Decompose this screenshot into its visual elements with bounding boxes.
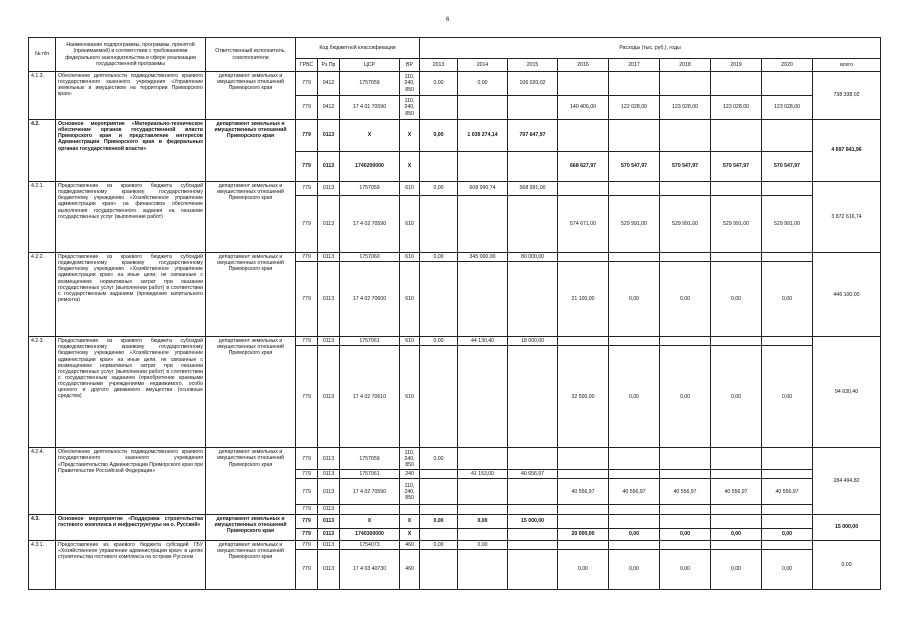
row-executor: департамент земельных и имущественных отношений Приморского края (206, 72, 296, 120)
cell-2020 (762, 182, 813, 196)
cell-2017 (609, 120, 660, 152)
header-name: Наименование подпрограммы, программы, принятой (принимаемой) в соответствии с требованиями федерального законодательства в сфере реализации государственной программы (56, 38, 206, 72)
cell-2016 (558, 182, 609, 196)
cell-2013 (420, 96, 458, 120)
cell-2016: 21 100,00 (558, 262, 609, 337)
row-name: Обеспечение деятельности подведомственного краевого государственного казенного учреждения «Управление земельных и имуществом на территории Приморского края» (56, 72, 206, 120)
cell-2015: 80 000,00 (508, 253, 558, 262)
cell-vr (400, 505, 420, 514)
cell-csr (340, 505, 400, 514)
cell-csr: 1740200000 (340, 152, 400, 182)
cell-2018: 0,00 (660, 549, 711, 589)
cell-rzpr: 0113 (318, 262, 340, 337)
cell-2015 (508, 152, 558, 182)
header-rzpr: Рз Пр (318, 59, 340, 72)
row-num: 4.3. (29, 514, 56, 540)
cell-2018: 570 547,97 (660, 152, 711, 182)
cell-2013 (420, 196, 458, 253)
cell-grbs: 779 (296, 196, 318, 253)
cell-2018: 529 991,00 (660, 196, 711, 253)
cell-rzpr: 0113 (318, 253, 340, 262)
cell-rzpr: 0113 (318, 514, 340, 528)
cell-grbs: 779 (296, 528, 318, 540)
cell-csr: 17 4 02 70610 (340, 346, 400, 448)
cell-grbs: 779 (296, 120, 318, 152)
cell-2018 (660, 470, 711, 479)
cell-vr: 110, 240, 850 (400, 479, 420, 505)
cell-total: 3 872 616,74 (813, 182, 881, 253)
cell-2013: 0,00 (420, 120, 458, 152)
cell-2014: 1 039 274,14 (458, 120, 508, 152)
cell-2019: 529 991,00 (711, 196, 762, 253)
cell-2020 (762, 337, 813, 346)
row-name: Предоставление из краевого бюджета субсидий подведомственному краевому государственному бюджетному учреждению «Хозяйственное управление администрации края» на иные цели, не связанные с возмещением нормативных затрат при оказании государственных услуг (выполнении работ) в соответствии с государственным заданием (приобретение краевыми государственными учреждениями недвижимого, особо ценного и другого движимого имущества (основные средства) (56, 337, 206, 448)
header-executor: Ответственный исполнитель, соисполнители (206, 38, 296, 72)
cell-2014: 345 000,00 (458, 253, 508, 262)
header-total: всего (813, 59, 881, 72)
row-num: 4.2.4. (29, 448, 56, 514)
cell-2019: 0,00 (711, 346, 762, 448)
header-csr: ЦСР (340, 59, 400, 72)
cell-2016: 574 671,00 (558, 196, 609, 253)
cell-grbs: 779 (296, 479, 318, 505)
cell-2016 (558, 253, 609, 262)
header-2015: 2015 (508, 59, 558, 72)
cell-total: 4 697 841,96 (813, 120, 881, 182)
cell-2018 (660, 72, 711, 96)
header-2020: 2020 (762, 59, 813, 72)
cell-2019: 570 547,97 (711, 152, 762, 182)
cell-rzpr: 0113 (318, 337, 340, 346)
cell-2014: 41 153,00 (458, 470, 508, 479)
cell-2015 (508, 549, 558, 589)
cell-vr: 110, 240, 850 (400, 448, 420, 470)
cell-2019: 0,00 (711, 549, 762, 589)
row-num: 4.2.3. (29, 337, 56, 448)
header-2018: 2018 (660, 59, 711, 72)
cell-2015 (508, 196, 558, 253)
cell-2018: 40 556,97 (660, 479, 711, 505)
cell-2015 (508, 346, 558, 448)
cell-2016: 20 000,00 (558, 528, 609, 540)
cell-2020 (762, 470, 813, 479)
cell-2014: 44 130,40 (458, 337, 508, 346)
cell-2019 (711, 470, 762, 479)
cell-2013 (420, 505, 458, 514)
cell-vr: 610 (400, 253, 420, 262)
cell-2020: 529 991,00 (762, 196, 813, 253)
cell-vr: X (400, 152, 420, 182)
cell-rzpr: 0113 (318, 470, 340, 479)
cell-total: 738 338,02 (813, 72, 881, 120)
header-expenses: Расходы (тыс. руб.), годы (420, 38, 881, 59)
expenses-table (28, 37, 881, 590)
table-row (29, 120, 881, 152)
cell-2020: 570 547,97 (762, 152, 813, 182)
cell-grbs: 779 (296, 72, 318, 96)
cell-2015 (508, 528, 558, 540)
cell-2014: 0,00 (458, 514, 508, 528)
cell-2018: 123 028,00 (660, 96, 711, 120)
cell-2018 (660, 182, 711, 196)
cell-2014 (458, 262, 508, 337)
cell-2020: 0,00 (762, 262, 813, 337)
cell-2016 (558, 540, 609, 549)
cell-grbs: 779 (296, 262, 318, 337)
cell-csr: 1757060 (340, 253, 400, 262)
cell-2017: 0,00 (609, 346, 660, 448)
cell-2017 (609, 470, 660, 479)
cell-rzpr: 0113 (318, 540, 340, 549)
header-grbs: ГРБС (296, 59, 318, 72)
cell-2019 (711, 540, 762, 549)
cell-2015 (508, 262, 558, 337)
cell-vr: 240 (400, 470, 420, 479)
cell-2013: 0,00 (420, 514, 458, 528)
cell-2020: 0,00 (762, 549, 813, 589)
cell-2019 (711, 72, 762, 96)
page-number: 6 (446, 17, 450, 23)
cell-rzpr: 0412 (318, 96, 340, 120)
cell-rzpr: 0113 (318, 448, 340, 470)
cell-vr: 610 (400, 182, 420, 196)
cell-2014: 0,00 (458, 72, 508, 96)
cell-2018 (660, 120, 711, 152)
cell-2017: 0,00 (609, 528, 660, 540)
row-num: 4.2.1. (29, 182, 56, 253)
cell-2019 (711, 514, 762, 528)
cell-total: 284 494,82 (813, 448, 881, 514)
cell-2013 (420, 262, 458, 337)
cell-csr: 17 4 02 70600 (340, 262, 400, 337)
cell-grbs: 779 (296, 448, 318, 470)
row-num: 4.3.1. (29, 540, 56, 589)
cell-csr: 1757059 (340, 448, 400, 470)
cell-2017: 570 547,97 (609, 152, 660, 182)
cell-2014 (458, 448, 508, 470)
cell-vr: 460 (400, 540, 420, 549)
header-2014: 2014 (458, 59, 508, 72)
cell-grbs: 779 (296, 540, 318, 549)
cell-csr: 17 4 02 70590 (340, 479, 400, 505)
cell-2013: 0,00 (420, 72, 458, 96)
cell-2019: 40 556,97 (711, 479, 762, 505)
cell-csr: 17 4 02 70590 (340, 196, 400, 253)
cell-2017 (609, 72, 660, 96)
cell-total: 15 000,00 (813, 514, 881, 540)
cell-vr: 110, 240, 850 (400, 72, 420, 96)
cell-rzpr: 0113 (318, 479, 340, 505)
header-2017: 2017 (609, 59, 660, 72)
cell-2016 (558, 470, 609, 479)
cell-2019 (711, 120, 762, 152)
cell-2013 (420, 479, 458, 505)
cell-rzpr: 0113 (318, 505, 340, 514)
cell-2015 (508, 505, 558, 514)
cell-csr: 17 4 03 40730 (340, 549, 400, 589)
cell-csr: 1754073 (340, 540, 400, 549)
cell-2013 (420, 152, 458, 182)
cell-2017: 529 991,00 (609, 196, 660, 253)
cell-2018 (660, 505, 711, 514)
cell-2016: 668 627,97 (558, 152, 609, 182)
cell-csr: X (340, 514, 400, 528)
cell-2015 (508, 448, 558, 470)
cell-2015: 15 000,00 (508, 514, 558, 528)
cell-2020 (762, 72, 813, 96)
row-name: Основное мероприятие «Материально-техническое обеспечение органов государственной власти Приморского края и представление интересов Администрации Приморского края в федеральных органах государственной власти» (56, 120, 206, 182)
cell-2019 (711, 505, 762, 514)
cell-2020 (762, 540, 813, 549)
row-name: Обеспечение деятельности подведомственного краевого государственного казенного учреждения «Представительство Администрации Приморского края при Правительстве Российской Федерации» (56, 448, 206, 514)
header-2019: 2019 (711, 59, 762, 72)
cell-2013 (420, 528, 458, 540)
header-code: Код бюджетной классификации (296, 38, 420, 59)
cell-vr: 610 (400, 262, 420, 337)
cell-2013: 0,00 (420, 182, 458, 196)
cell-csr: 1740300000 (340, 528, 400, 540)
cell-2017 (609, 253, 660, 262)
cell-2016: 0,00 (558, 549, 609, 589)
cell-grbs: 779 (296, 470, 318, 479)
cell-grbs: 779 (296, 152, 318, 182)
table-row (29, 540, 881, 549)
row-num: 4.2. (29, 120, 56, 182)
cell-grbs: 779 (296, 549, 318, 589)
cell-rzpr: 0113 (318, 182, 340, 196)
row-name: Основное мероприятие «Поддержка строительства гостевого комплекса и инфраструктуры на о. Русский» (56, 514, 206, 540)
row-executor: департамент земельных и имущественных отношений Приморского края (206, 120, 296, 182)
cell-2015: 568 991,00 (508, 182, 558, 196)
cell-2014 (458, 479, 508, 505)
cell-2018 (660, 337, 711, 346)
cell-vr: X (400, 528, 420, 540)
cell-2013: 0,00 (420, 337, 458, 346)
cell-2017 (609, 505, 660, 514)
cell-2014 (458, 346, 508, 448)
row-num: 4.2.2. (29, 253, 56, 337)
table-row (29, 448, 881, 470)
cell-grbs: 779 (296, 514, 318, 528)
row-name: Предоставление из краевого бюджета субсидий подведомственному краевому государственному бюджетному учреждению «Хозяйственное управление администрации края» на иные цели, не связанные с возмещением нормативных затрат при оказании государственных услуг (выполнении работ) в соответствии с государственным заданием (проведение капитального ремонта) (56, 253, 206, 337)
cell-2013: 0,00 (420, 448, 458, 470)
cell-2019: 0,00 (711, 262, 762, 337)
cell-2020: 40 556,97 (762, 479, 813, 505)
cell-vr: 610 (400, 346, 420, 448)
cell-2014 (458, 505, 508, 514)
cell-2017 (609, 540, 660, 549)
cell-2013 (420, 470, 458, 479)
cell-2013: 0,00 (420, 253, 458, 262)
cell-2018 (660, 514, 711, 528)
cell-2016: 140 406,00 (558, 96, 609, 120)
cell-grbs: 779 (296, 505, 318, 514)
cell-2017: 0,00 (609, 549, 660, 589)
cell-2019 (711, 182, 762, 196)
cell-2017 (609, 514, 660, 528)
cell-2015: 18 000,00 (508, 337, 558, 346)
cell-2018: 0,00 (660, 528, 711, 540)
cell-2018 (660, 448, 711, 470)
cell-grbs: 779 (296, 337, 318, 346)
cell-rzpr: 0113 (318, 346, 340, 448)
cell-2020 (762, 120, 813, 152)
cell-vr: 110, 240, 850 (400, 96, 420, 120)
cell-2016 (558, 72, 609, 96)
cell-vr: X (400, 514, 420, 528)
cell-2019 (711, 337, 762, 346)
cell-2020 (762, 253, 813, 262)
cell-2020: 0,00 (762, 528, 813, 540)
cell-vr: X (400, 120, 420, 152)
row-name: Предоставление из краевого бюджета субсидий ГБУ «Хозяйственное управление администрации края» в целях строительства гостевого комплекса на острове Русском (56, 540, 206, 589)
cell-grbs: 779 (296, 253, 318, 262)
cell-2015 (508, 479, 558, 505)
cell-rzpr: 0113 (318, 152, 340, 182)
cell-2019 (711, 253, 762, 262)
cell-2016 (558, 514, 609, 528)
cell-2020: 0,00 (762, 346, 813, 448)
row-executor: департамент земельных и имущественных отношений Приморского края (206, 182, 296, 253)
cell-csr: 1757061 (340, 337, 400, 346)
cell-csr: X (340, 120, 400, 152)
header-2016: 2016 (558, 59, 609, 72)
cell-2015 (508, 540, 558, 549)
cell-rzpr: 0113 (318, 120, 340, 152)
cell-2015: 707 647,97 (508, 120, 558, 152)
cell-2018: 0,00 (660, 262, 711, 337)
cell-rzpr: 0113 (318, 549, 340, 589)
cell-csr: 1757059 (340, 72, 400, 96)
cell-csr: 1757061 (340, 470, 400, 479)
cell-2016 (558, 120, 609, 152)
header-num: № п/п (29, 38, 56, 72)
cell-2015: 40 656,97 (508, 470, 558, 479)
cell-2018 (660, 253, 711, 262)
cell-2016 (558, 505, 609, 514)
cell-rzpr: 0412 (318, 72, 340, 96)
cell-csr: 17 4 01 70590 (340, 96, 400, 120)
cell-grbs: 779 (296, 182, 318, 196)
row-executor: департамент земельных и имущественных отношений Приморского края (206, 540, 296, 589)
cell-rzpr: 0113 (318, 528, 340, 540)
cell-2017 (609, 337, 660, 346)
cell-2014 (458, 549, 508, 589)
cell-2013: 0,00 (420, 540, 458, 549)
table-row (29, 337, 881, 346)
row-executor: департамент земельных и имущественных отношений Приморского края (206, 337, 296, 448)
cell-2013 (420, 549, 458, 589)
cell-2016: 32 500,00 (558, 346, 609, 448)
table-row (29, 253, 881, 262)
cell-2017 (609, 182, 660, 196)
cell-2017 (609, 448, 660, 470)
cell-2014: 0,00 (458, 540, 508, 549)
table-row (29, 514, 881, 528)
cell-2015 (508, 96, 558, 120)
cell-2018 (660, 540, 711, 549)
header-2013: 2013 (420, 59, 458, 72)
cell-2017: 0,00 (609, 262, 660, 337)
cell-2019 (711, 448, 762, 470)
cell-2016 (558, 337, 609, 346)
table-row (29, 182, 881, 196)
cell-grbs: 779 (296, 346, 318, 448)
cell-total: 446 100,00 (813, 253, 881, 337)
cell-vr: 610 (400, 196, 420, 253)
cell-2013 (420, 346, 458, 448)
header-vr: ВР (400, 59, 420, 72)
row-name: Предоставление из краевого бюджета субсидий подведомственному краевому государственному бюджетному учреждению «Хозяйственное управление администрации края» на финансовое обеспечение выполнения государственного задания на оказание государственных услуг (выполнение работ) (56, 182, 206, 253)
table-row (29, 72, 881, 96)
cell-total: 0,00 (813, 540, 881, 589)
row-num: 4.1.3. (29, 72, 56, 120)
cell-2014 (458, 152, 508, 182)
cell-grbs: 779 (296, 96, 318, 120)
cell-2019: 0,00 (711, 528, 762, 540)
cell-vr: 610 (400, 337, 420, 346)
header-row (29, 38, 881, 59)
cell-2018: 0,00 (660, 346, 711, 448)
row-executor: департамент земельных и имущественных отношений Приморского края (206, 448, 296, 514)
cell-total: 94 630,40 (813, 337, 881, 448)
cell-2020 (762, 505, 813, 514)
cell-2015: 106 020,02 (508, 72, 558, 96)
cell-2020 (762, 448, 813, 470)
row-executor: департамент земельных и имущественных отношений Приморского края (206, 253, 296, 337)
cell-2016: 40 556,97 (558, 479, 609, 505)
cell-2019: 123 028,00 (711, 96, 762, 120)
cell-2014 (458, 196, 508, 253)
cell-2020 (762, 514, 813, 528)
row-executor: департамент земельных и имущественных отношений Приморского края (206, 514, 296, 540)
cell-2020: 123 028,00 (762, 96, 813, 120)
cell-2014: 608 990,74 (458, 182, 508, 196)
cell-2017: 40 556,97 (609, 479, 660, 505)
cell-2016 (558, 448, 609, 470)
cell-rzpr: 0113 (318, 196, 340, 253)
cell-2017: 122 028,00 (609, 96, 660, 120)
cell-2014 (458, 528, 508, 540)
cell-csr: 1757059 (340, 182, 400, 196)
cell-2014 (458, 96, 508, 120)
cell-vr: 460 (400, 549, 420, 589)
